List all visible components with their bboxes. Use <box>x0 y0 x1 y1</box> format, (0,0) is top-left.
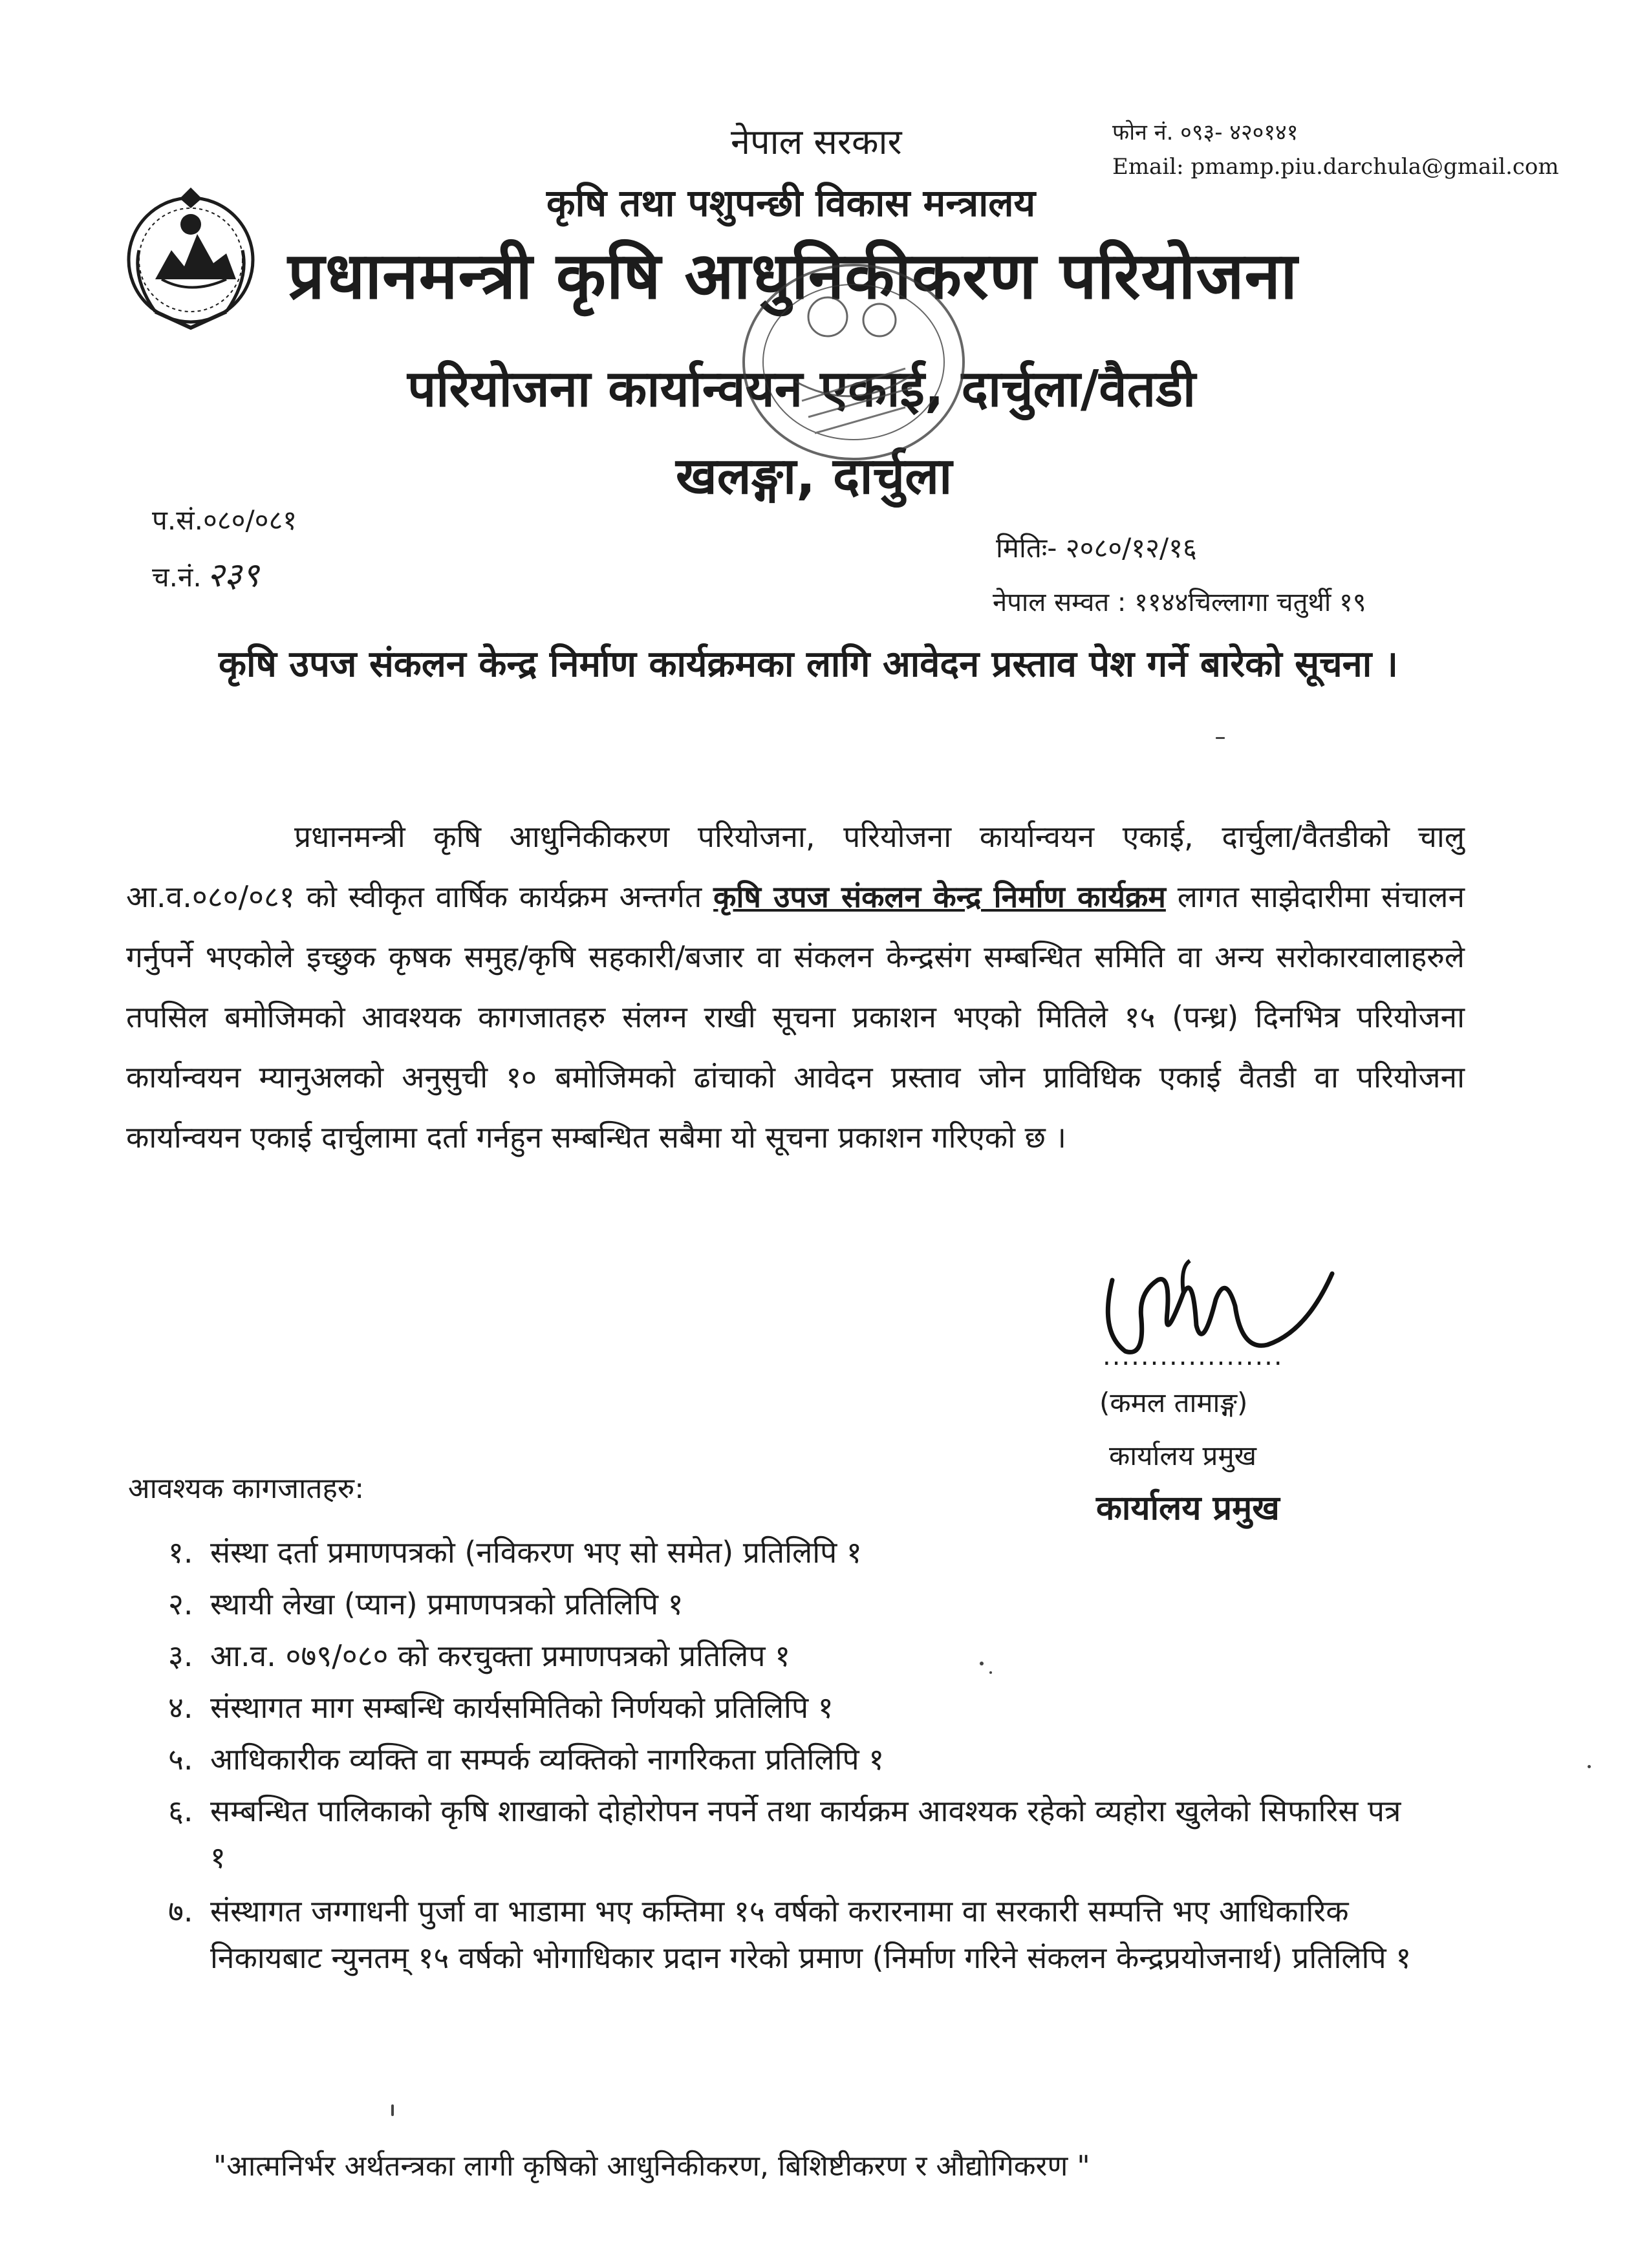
dispatch-label: च.नं. <box>152 561 202 593</box>
body-text-before: प्रधानमन्त्री कृषि आधुनिकीकरण परियोजना, परियोजना कार्यान्वयन एकाई, दार्चुला/वैतडीको चालु आ.व.०८०/०८१ को स्वीकृत वार्षिक कार्यक्रम अन्तर्गत <box>126 819 1465 914</box>
list-item-number: ६. <box>168 1793 193 1828</box>
unit-name: परियोजना कार्यान्वयन एकाई, दार्चुला/वैतडी <box>407 360 1196 418</box>
list-item-number: ४. <box>168 1690 193 1725</box>
scan-speck <box>391 2104 394 2116</box>
required-documents-heading: आवश्यक कागजातहरु: <box>128 1472 365 1505</box>
phone-number: फोन नं. ०९३- ४२०१४१ <box>1112 120 1299 145</box>
list-item <box>168 1888 1423 1981</box>
list-item-text: संस्थागत जग्गाधनी पुर्जा वा भाडामा भए कम्तिमा १५ वर्षको करारनामा वा सरकारी सम्पत्ति भए आधिकारिक निकायबाट न्युनतम् १५ वर्षको भोगाधिकार प्रदान गरेको प्रमाण (निर्माण गरिने संकलन केन्द्रप्रयोजनार्थ) प्रतिलिपि १ <box>210 1894 1412 1975</box>
list-item <box>168 1736 1423 1782</box>
scan-speck <box>980 1662 984 1665</box>
list-item <box>168 1788 1423 1881</box>
government-name: नेपाल सरकार <box>731 122 902 162</box>
notice-subject: कृषि उपज संकलन केन्द्र निर्माण कार्यक्रमका लागि आवेदन प्रस्ताव पेश गर्ने बारेको सूचना । <box>219 643 1398 685</box>
issue-date: मितिः- २०८०/१२/१६ <box>996 532 1197 564</box>
list-item-number: २. <box>168 1587 193 1621</box>
list-item <box>168 1684 1423 1731</box>
ministry-name: कृषि तथा पशुपन्छी विकास मन्त्रालय <box>546 181 1036 225</box>
list-item-number: ३. <box>168 1638 193 1673</box>
list-item-text: सम्बन्धित पालिकाको कृषि शाखाको दोहोरोपन नपर्ने तथा कार्यक्रम आवश्यक रहेको व्यहोरा खुलेको सिफारिस पत्र १ <box>210 1793 1401 1875</box>
signatory-title-handwritten: कार्यालय प्रमुख <box>1109 1440 1256 1471</box>
scan-speck <box>1588 1765 1591 1768</box>
list-item-text: संस्थागत माग सम्बन्धि कार्यसमितिको निर्णयको प्रतिलिपि १ <box>210 1690 834 1725</box>
email-address: Email: pmamp.piu.darchula@gmail.com <box>1112 154 1559 180</box>
notice-body <box>126 807 1465 1168</box>
office-location: खलङ्गा, दार्चुला <box>676 447 953 506</box>
list-item-number: १. <box>168 1535 193 1570</box>
dispatch-number-ref <box>152 551 259 597</box>
footer-slogan: "आत्मनिर्भर अर्थतन्त्रका लागी कृषिको आधुनिकीकरण, बिशिष्टीकरण र औद्योगिकरण " <box>213 2150 1090 2183</box>
scan-speck <box>1216 737 1225 739</box>
list-item-text: आ.व. ०७९/०८० को करचुक्ता प्रमाणपत्रको प्रतिलिप १ <box>210 1638 791 1673</box>
list-item <box>168 1632 1423 1679</box>
signatory-title: कार्यालय प्रमुख <box>1096 1489 1280 1528</box>
nepal-sambat-date: नेपाल सम्वत : ११४४चिल्लागा चतुर्थी १९ <box>993 588 1366 617</box>
list-item <box>168 1529 1423 1576</box>
fiscal-year-ref: प.सं.०८०/०८१ <box>152 504 297 536</box>
office-seal-icon <box>718 246 989 478</box>
body-text-after: लागत साझेदारीमा संचालन गर्नुपर्ने भएकोले इच्छुक कृषक समुह/कृषि सहकारी/बजार वा संकलन केन्द्रसंग सम्बन्धित समिति वा अन्य सरोकारवालाहरुले तपसिल बमोजिमको आवश्यक कागजातहरु संलग्न राखी सूचना प्रकाशन भएको मितिले १५ (पन्ध्र) दिनभित्र परियोजना कार्यान्वयन म्यानुअलको अनुसुची १० बमोजिमको ढांचाको आवेदन प्रस्ताव जोन प्राविधिक एकाई वैतडी वा परियोजना कार्यान्वयन एकाई दार्चुलामा दर्ता गर्नहुन सम्बन्धित सबैमा यो सूचना प्रकाशन गरिएको छ । <box>126 879 1465 1155</box>
list-item-number: ५. <box>168 1742 193 1777</box>
list-item <box>168 1581 1423 1627</box>
signature-line: ................... <box>1103 1342 1284 1371</box>
list-item-text: संस्था दर्ता प्रमाणपत्रको (नविकरण भए सो समेत) प्रतिलिपि १ <box>210 1535 862 1570</box>
project-title: प्रधानमन्त्री कृषि आधुनिकीकरण परियोजना <box>288 238 1299 314</box>
list-item-text: आधिकारीक व्यक्ति वा सम्पर्क व्यक्तिको नागरिकता प्रतिलिपि १ <box>210 1742 885 1777</box>
list-item-number: ७. <box>168 1894 193 1929</box>
signatory-name: (कमल तामाङ्ग) <box>1099 1387 1248 1418</box>
dispatch-number: २३९ <box>206 556 259 595</box>
program-name-highlight: कृषि उपज संकलन केन्द्र निर्माण कार्यक्रम <box>713 879 1166 914</box>
scan-speck <box>989 1671 992 1674</box>
nepal-emblem-icon <box>116 182 265 331</box>
list-item-text: स्थायी लेखा (प्यान) प्रमाणपत्रको प्रतिलिपि १ <box>210 1587 684 1621</box>
